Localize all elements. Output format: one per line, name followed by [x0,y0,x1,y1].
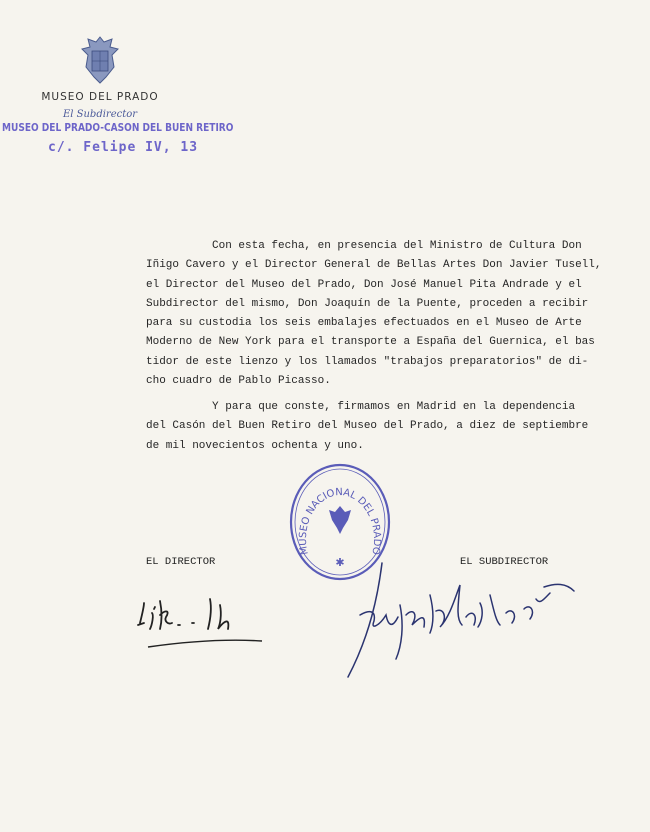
seal-text: MUSEO NACIONAL DEL PRADO [297,487,383,556]
coat-of-arms-icon [78,33,122,85]
handwritten-title: El Subdirector [62,109,138,120]
body-paragraph-2: Y para que conste, firmamos en Madrid en la dependencia del Casón del Buen Retiro del Museo del Prado, a diez de septiembre de mil novecientos ochenta y uno. [146,401,589,452]
institution-name: MUSEO DEL PRADO [41,91,159,103]
director-signature [130,585,280,655]
subdirector-signature [330,555,590,685]
svg-text:✱: ✱ [335,556,345,569]
subdirector-label: EL SUBDIRECTOR [460,556,549,568]
address-stamp-line2: c/. Felipe IV, 13 [48,140,199,155]
director-label: EL DIRECTOR [146,556,216,568]
address-stamp-line1: MUSEO DEL PRADO-CASON DEL BUEN RETIRO [2,122,234,134]
body-paragraph-1: Con esta fecha, en presencia del Ministro de Cultura Don Iñigo Cavero y el Director General de Bellas Artes Don Javier Tusell, el Director del Museo del Prado, Don José Manuel Pita Andrade y el Subdirector del mismo, Don Joaquín de la Puente, proceden a recibir para su custodia los seis embalajes efectuados en el Museo de Arte Moderno de New York para el transporte a España del Guernica, el bas tidor de este lienzo y los llamados "trabajos preparatorios" de di- cho cuadro de Pablo Picasso. [146,240,602,388]
